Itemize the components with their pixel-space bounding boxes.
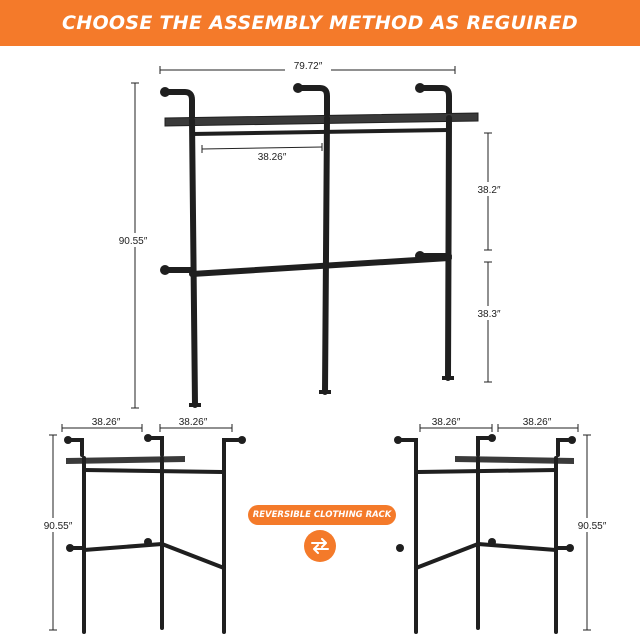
banner-title: CHOOSE THE ASSEMBLY METHOD AS REGUIRED bbox=[62, 12, 578, 34]
left-height-label: 90.55″ bbox=[43, 521, 73, 532]
reversible-badge bbox=[248, 505, 396, 525]
right-height-label: 90.55″ bbox=[577, 521, 607, 532]
right-span-a-label: 38.26″ bbox=[431, 417, 461, 428]
main-inner-span-label: 38.26″ bbox=[257, 152, 287, 163]
right-span-b-label: 38.26″ bbox=[522, 417, 552, 428]
right-corner-rack bbox=[394, 417, 614, 632]
main-height-label: 90.55″ bbox=[118, 236, 148, 247]
upper-gap-label: 38.2″ bbox=[477, 185, 501, 196]
left-span-b-label: 38.26″ bbox=[178, 417, 208, 428]
left-span-a-label: 38.26″ bbox=[91, 417, 121, 428]
header-banner bbox=[0, 0, 640, 46]
left-corner-rack bbox=[40, 417, 246, 632]
swap-arrows-icon bbox=[304, 530, 336, 562]
main-rack bbox=[108, 59, 506, 408]
main-width-label: 79.72″ bbox=[293, 61, 323, 72]
lower-gap-label: 38.3″ bbox=[477, 309, 501, 320]
reversible-badge-label: REVERSIBLE CLOTHING RACK bbox=[252, 510, 392, 520]
